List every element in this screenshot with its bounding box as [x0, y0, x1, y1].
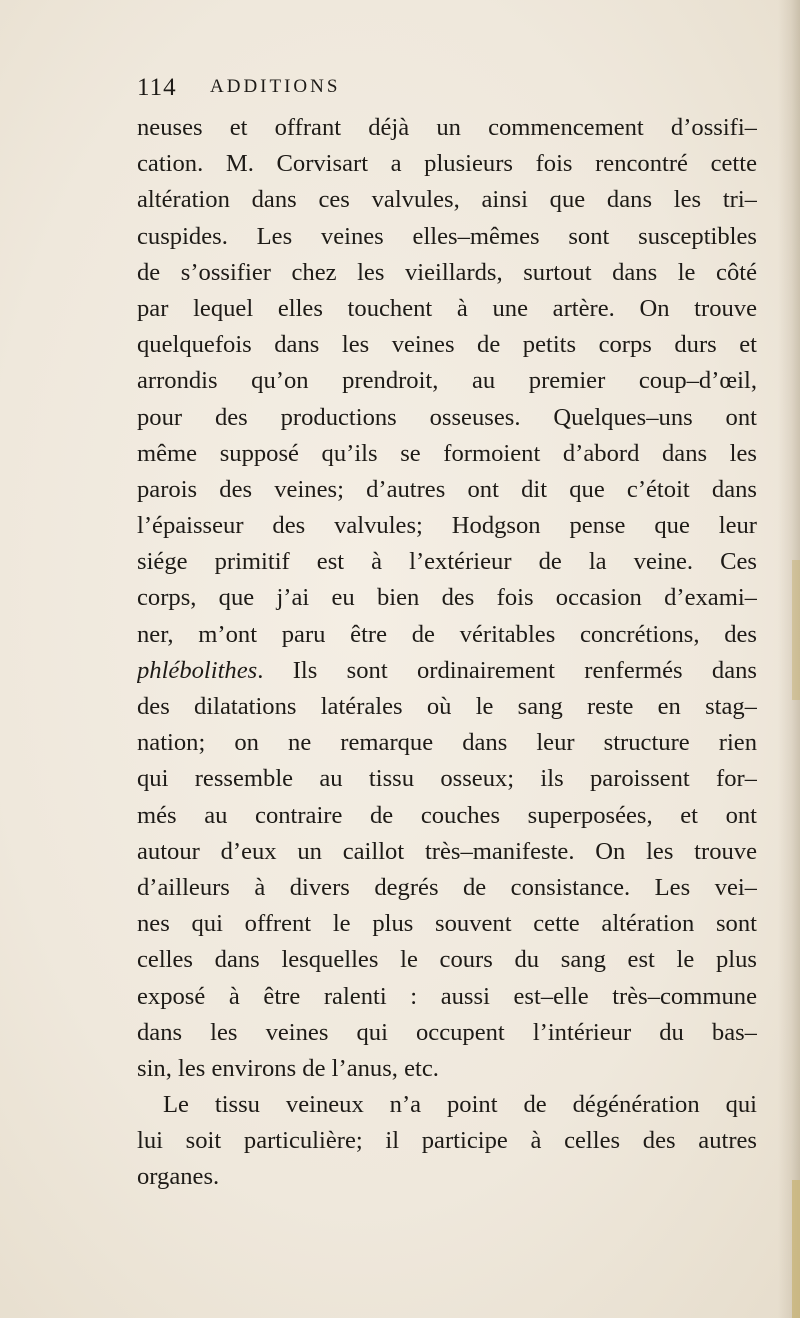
text-line: [137, 255, 757, 291]
text-segment: autour d’eux un caillot très–manifeste. On les trouve: [137, 837, 757, 865]
text-segment: cuspides. Les veines elles–mêmes sont susceptibles: [137, 222, 757, 250]
text-segment: ner, m’ont paru être de véritables concrétions, des: [137, 620, 757, 648]
text-segment: neuses et offrant déjà un commencement d’ossifi–: [137, 114, 757, 141]
text-segment: nation; on ne remarque dans leur structure rien: [137, 729, 757, 757]
text-line: [137, 110, 757, 146]
text-segment: même supposé qu’ils se formoient d’abord dans les: [137, 439, 757, 467]
text-segment: d’ailleurs à divers degrés de consistance. Les vei–: [137, 873, 757, 901]
text-line: [137, 617, 757, 653]
text-line: [137, 291, 757, 327]
text-line: [137, 653, 757, 689]
text-line: [137, 1087, 757, 1123]
text-segment: arrondis qu’on prendroit, au premier coup–d’œil,: [137, 367, 757, 395]
text-segment: altération dans ces valvules, ainsi que dans les tri–: [137, 186, 757, 214]
text-segment: dans les veines qui occupent l’intérieur du bas–: [137, 1018, 757, 1046]
text-segment: lui soit particulière; il participe à celles des autres: [137, 1127, 757, 1155]
text-segment: corps, que j’ai eu bien des fois occasion d’exami–: [137, 584, 757, 612]
text-segment: Le tissu veineux n’a point de dégénération qui: [163, 1091, 757, 1119]
text-segment: siége primitif est à l’extérieur de la veine. Ces: [137, 548, 757, 576]
text-line: [137, 870, 757, 906]
text-line: [137, 942, 757, 978]
text-segment: nes qui offrent le plus souvent cette altération sont: [137, 910, 757, 938]
text-segment: celles dans lesquelles le cours du sang est le plus: [137, 946, 757, 974]
text-line: [137, 689, 757, 725]
text-line: [137, 472, 757, 508]
text-line: [137, 798, 757, 834]
text-line: [137, 1123, 757, 1159]
text-line: [137, 508, 757, 544]
text-segment: pour des productions osseuses. Quelques–uns ont: [137, 403, 757, 431]
text-segment: parois des veines; d’autres ont dit que c’étoit dans: [137, 475, 757, 503]
text-line: [137, 834, 757, 870]
text-segment: organes.: [137, 1163, 220, 1191]
page-edge-stain: [792, 560, 800, 700]
text-segment: . Ils sont ordinairement renfermés dans: [257, 656, 757, 684]
italic-term: phlébolithes: [137, 656, 258, 684]
text-line: [137, 1159, 757, 1195]
text-line: [137, 906, 757, 942]
page-number: 114: [137, 74, 177, 101]
text-line: [137, 761, 757, 797]
running-head: ADDITIONS: [210, 76, 341, 97]
text-line: [137, 400, 757, 436]
text-line: [137, 436, 757, 472]
text-segment: cation. M. Corvisart a plusieurs fois rencontré cette: [137, 150, 757, 178]
text-line: [137, 219, 757, 255]
page-edge-stain: [792, 1180, 800, 1318]
text-line: [137, 146, 757, 182]
text-segment: sin, les environs de l’anus, etc.: [137, 1054, 439, 1082]
text-segment: més au contraire de couches superposées, et ont: [137, 801, 757, 829]
text-segment: de s’ossifier chez les vieillards, surtout dans le côté: [137, 258, 757, 286]
text-line: [137, 725, 757, 761]
text-line: [137, 182, 757, 218]
text-line: [137, 979, 757, 1015]
text-segment: l’épaisseur des valvules; Hodgson pense que leur: [137, 512, 757, 540]
text-line: [137, 1051, 757, 1087]
text-line: [137, 363, 757, 399]
text-line: [137, 1015, 757, 1051]
text-segment: qui ressemble au tissu osseux; ils paroissent for–: [137, 765, 757, 793]
text-line: [137, 580, 757, 616]
text-line: [137, 544, 757, 580]
text-segment: des dilatations latérales où le sang reste en stag–: [137, 693, 757, 720]
text-segment: exposé à être ralenti : aussi est–elle très–commune: [137, 982, 757, 1010]
text-line: [137, 327, 757, 363]
page-header: [137, 74, 597, 104]
text-segment: par lequel elles touchent à une artère. On trouve: [137, 294, 757, 322]
body-text: [137, 110, 757, 1196]
text-segment: quelquefois dans les veines de petits corps durs et: [137, 331, 757, 359]
